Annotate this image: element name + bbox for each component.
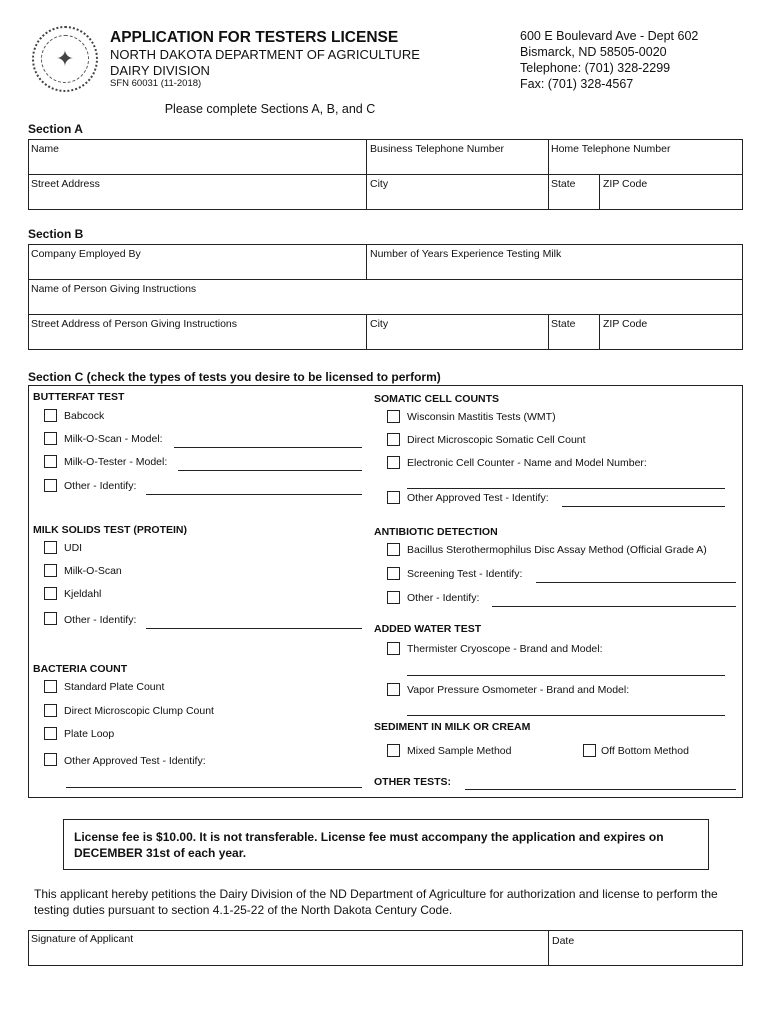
option-label: Kjeldahl (64, 588, 102, 600)
section-a-label: Section A (28, 122, 83, 136)
instructor-name-field[interactable]: Name of Person Giving Instructions (31, 283, 197, 295)
sediment-title: SEDIMENT IN MILK OR CREAM (374, 721, 531, 733)
option-label: Wisconsin Mastitis Tests (WMT) (407, 411, 556, 423)
fill-line[interactable] (407, 675, 725, 676)
instructor-street-field[interactable]: Street Address of Person Giving Instructions (31, 318, 238, 330)
option-label: Standard Plate Count (64, 681, 165, 693)
option-label: Direct Microscopic Somatic Cell Count (407, 434, 586, 446)
off-bottom-checkbox[interactable] (583, 744, 596, 757)
fill-line[interactable] (146, 494, 362, 495)
antibiotic-other-checkbox[interactable] (387, 591, 400, 604)
standard-plate-count-checkbox[interactable] (44, 680, 57, 693)
option-label: Other - Identify: (64, 614, 137, 626)
butterfat-other-checkbox[interactable] (44, 479, 57, 492)
option-label: Milk-O-Scan (64, 565, 122, 577)
option-label: Babcock (64, 410, 105, 422)
name-field[interactable]: Name (31, 143, 60, 155)
state-field[interactable]: State (551, 318, 576, 330)
zip-field[interactable]: ZIP Code (603, 178, 648, 190)
kjeldahl-checkbox[interactable] (44, 587, 57, 600)
divider (548, 139, 549, 210)
option-label: Other - Identify: (64, 480, 137, 492)
fill-line[interactable] (492, 606, 736, 607)
option-label: Plate Loop (64, 728, 115, 740)
udi-checkbox[interactable] (44, 541, 57, 554)
street-address-field[interactable]: Street Address (31, 178, 100, 190)
divider (599, 174, 600, 210)
other-tests-line[interactable] (465, 789, 736, 790)
babcock-checkbox[interactable] (44, 409, 57, 422)
fill-line[interactable] (562, 506, 725, 507)
plate-loop-checkbox[interactable] (44, 727, 57, 740)
divider (599, 314, 600, 350)
antibiotic-title: ANTIBIOTIC DETECTION (374, 526, 498, 538)
divider (548, 930, 549, 966)
somatic-other-checkbox[interactable] (387, 491, 400, 504)
fill-line[interactable] (66, 787, 362, 788)
signature-table (28, 930, 743, 966)
bacteria-title: BACTERIA COUNT (33, 663, 128, 675)
mixed-sample-checkbox[interactable] (387, 744, 400, 757)
bacteria-other-checkbox[interactable] (44, 753, 57, 766)
address-line-1: 600 E Boulevard Ave - Dept 602 (520, 29, 699, 43)
milk-o-tester-checkbox[interactable] (44, 455, 57, 468)
company-field[interactable]: Company Employed By (31, 248, 141, 260)
city-field[interactable]: City (370, 318, 389, 330)
other-tests-label: OTHER TESTS: (374, 776, 452, 788)
divider (366, 314, 367, 350)
option-label: Thermister Cryoscope - Brand and Model: (407, 643, 603, 655)
fill-line[interactable] (178, 470, 362, 471)
screening-test-checkbox[interactable] (387, 567, 400, 580)
option-label: UDI (64, 542, 83, 554)
fill-line[interactable] (407, 488, 725, 489)
department-name: NORTH DAKOTA DEPARTMENT OF AGRICULTURE (110, 47, 420, 62)
option-label: Direct Microscopic Clump Count (64, 705, 214, 717)
fee-notice: License fee is $10.00. It is not transferable. License fee must accompany the application and expires on DECEMBER 31st of each year. (74, 830, 664, 860)
divider (28, 314, 743, 315)
milk-solids-title: MILK SOLIDS TEST (PROTEIN) (33, 524, 187, 536)
milk-o-scan-model-checkbox[interactable] (44, 432, 57, 445)
option-label: Other Approved Test - Identify: (407, 492, 549, 504)
somatic-microscopic-checkbox[interactable] (387, 433, 400, 446)
divider (28, 279, 743, 280)
years-experience-field[interactable]: Number of Years Experience Testing Milk (370, 248, 562, 260)
petition-text: This applicant hereby petitions the Dairy Division of the ND Department of Agriculture for authorization and license to perform the testing duties pursuant to section 4.1-25-22 of the North Dakota Century Code. (34, 887, 718, 917)
fill-line[interactable] (174, 447, 362, 448)
option-label: Mixed Sample Method (407, 745, 512, 757)
state-seal-logo (32, 26, 98, 92)
option-label: Other Approved Test - Identify: (64, 755, 206, 767)
osmometer-checkbox[interactable] (387, 683, 400, 696)
fill-line[interactable] (536, 582, 736, 583)
butterfat-title: BUTTERFAT TEST (33, 391, 125, 403)
milk-solids-other-checkbox[interactable] (44, 612, 57, 625)
form-number: SFN 60031 (11-2018) (110, 78, 202, 89)
division-name: DAIRY DIVISION (110, 63, 210, 78)
option-label: Electronic Cell Counter - Name and Model Number: (407, 457, 647, 469)
business-phone-field[interactable]: Business Telephone Number (370, 143, 505, 155)
section-c-label: Section C (check the types of tests you desire to be licensed to perform) (28, 370, 441, 384)
signature-field[interactable]: Signature of Applicant (31, 933, 134, 945)
option-label: Screening Test - Identify: (407, 568, 523, 580)
cryoscope-checkbox[interactable] (387, 642, 400, 655)
divider (366, 139, 367, 210)
section-b-label: Section B (28, 227, 84, 241)
added-water-title: ADDED WATER TEST (374, 623, 482, 635)
divider (28, 174, 743, 175)
fax: Fax: (701) 328-4567 (520, 77, 634, 91)
divider (548, 314, 549, 350)
date-field[interactable]: Date (552, 935, 575, 947)
option-label: Vapor Pressure Osmometer - Brand and Model: (407, 684, 630, 696)
option-label: Off Bottom Method (601, 745, 689, 757)
fill-line[interactable] (146, 628, 362, 629)
option-label: Milk-O-Scan - Model: (64, 433, 163, 445)
zip-field[interactable]: ZIP Code (603, 318, 648, 330)
divider (366, 244, 367, 279)
state-field[interactable]: State (551, 178, 576, 190)
home-phone-field[interactable]: Home Telephone Number (551, 143, 671, 155)
option-label: Bacillus Sterothermophilus Disc Assay Method (Official Grade A) (407, 544, 707, 556)
form-title: APPLICATION FOR TESTERS LICENSE (110, 29, 399, 46)
instructions: Please complete Sections A, B, and C (164, 102, 376, 116)
section-c-box (28, 385, 743, 798)
telephone: Telephone: (701) 328-2299 (520, 61, 671, 75)
fill-line[interactable] (407, 715, 725, 716)
somatic-title: SOMATIC CELL COUNTS (374, 393, 500, 405)
milk-o-scan-checkbox[interactable] (44, 564, 57, 577)
wmt-checkbox[interactable] (387, 410, 400, 423)
address-line-2: Bismarck, ND 58505-0020 (520, 45, 667, 59)
disc-assay-checkbox[interactable] (387, 543, 400, 556)
option-label: Milk-O-Tester - Model: (64, 456, 168, 468)
city-field[interactable]: City (370, 178, 389, 190)
clump-count-checkbox[interactable] (44, 704, 57, 717)
option-label: Other - Identify: (407, 592, 480, 604)
electronic-counter-checkbox[interactable] (387, 456, 400, 469)
